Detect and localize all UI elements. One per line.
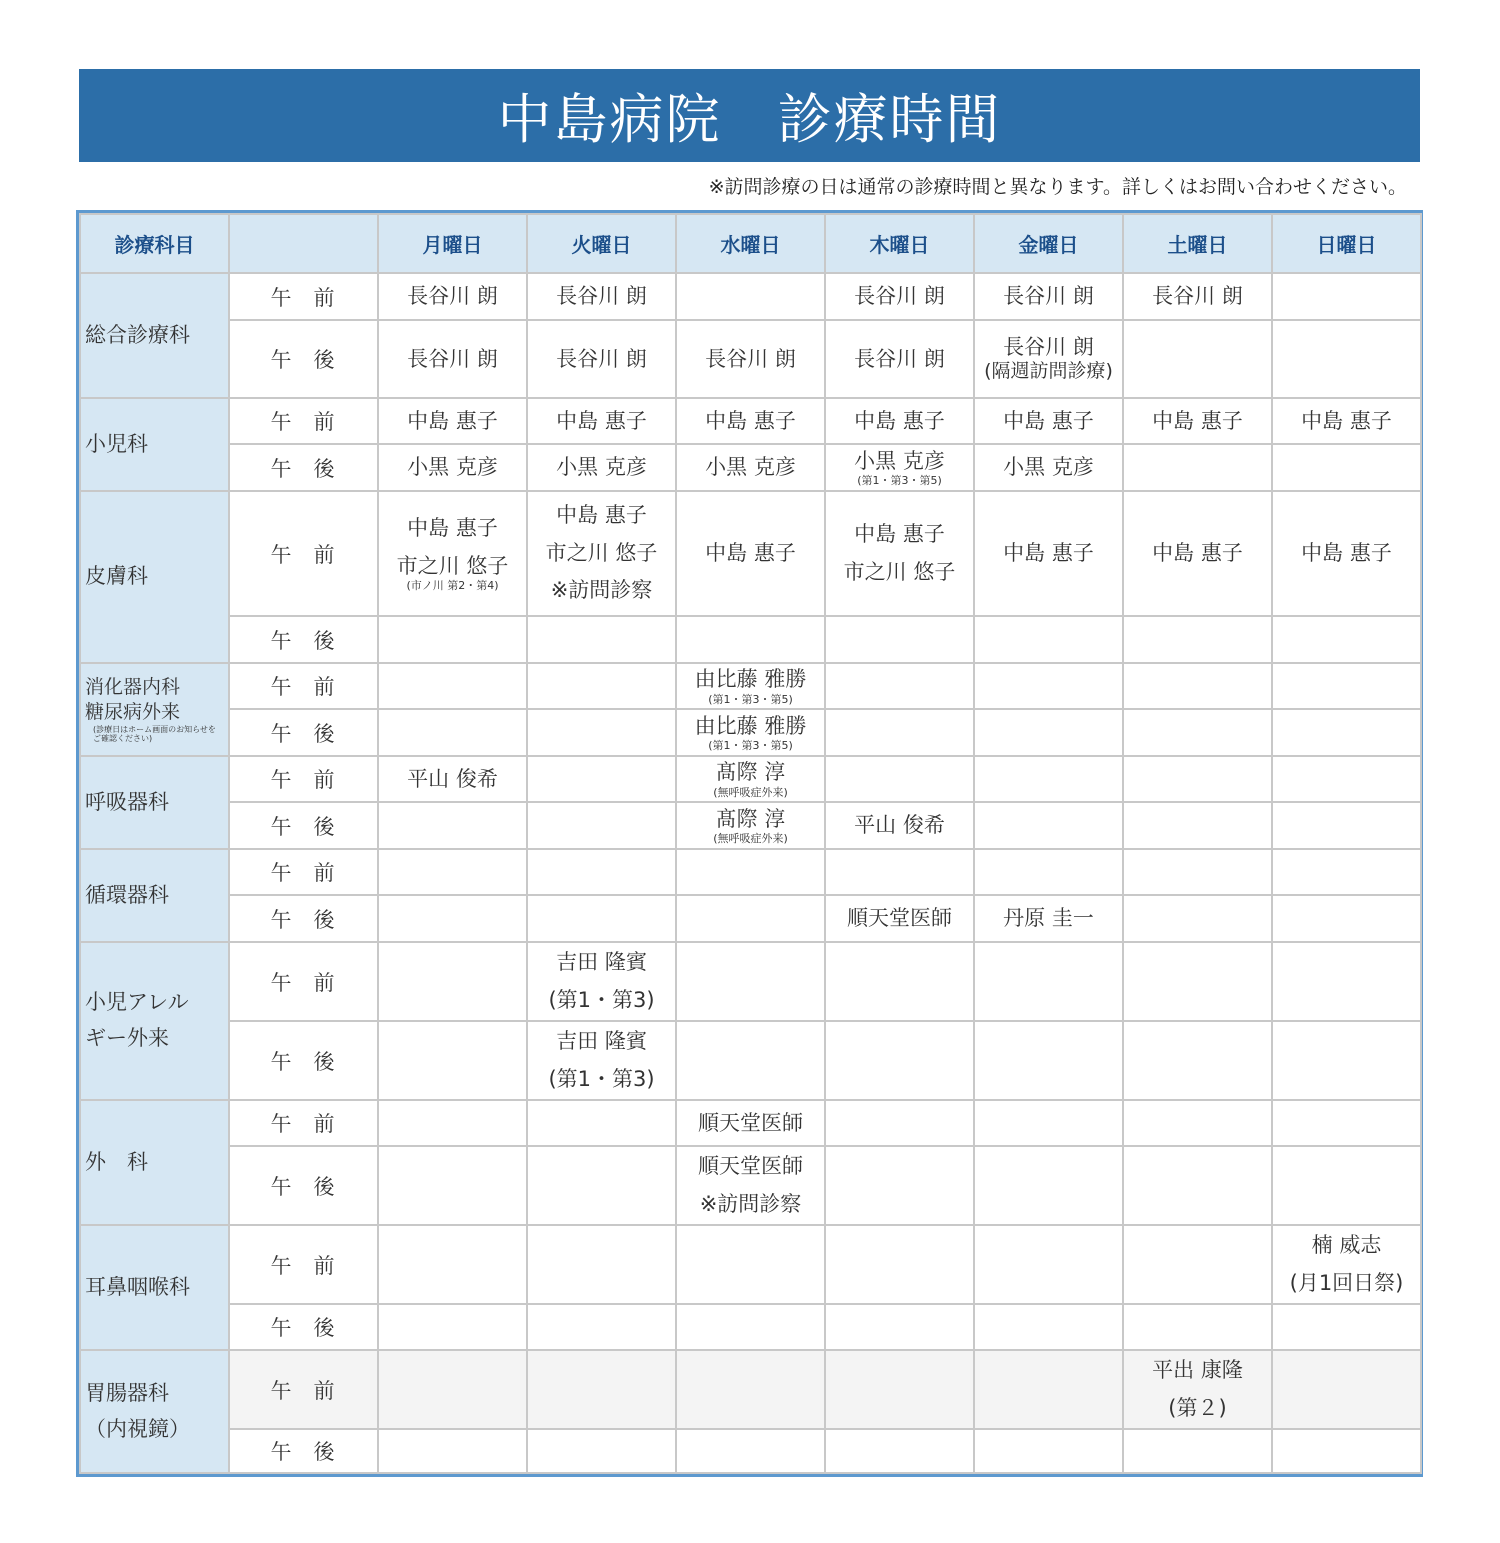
cell [1272,1350,1421,1429]
cell [378,616,527,663]
doctor-note: (第1・第3) [548,1066,655,1091]
cell [676,709,825,756]
cell [1123,1350,1272,1429]
cell: 小黒 克彦 [378,444,527,491]
cell [676,1304,825,1350]
cell: 長谷川 朗 [527,273,676,320]
time-pm: 午後 [229,444,378,491]
doctor-name: 市之川 悠子 [843,559,956,584]
cell [1272,1225,1421,1304]
dept-ent: 耳鼻咽喉科 [80,1225,229,1350]
cell [1123,444,1272,491]
table-row [80,802,1421,849]
cell [378,1350,527,1429]
cell [378,491,527,616]
cell [825,1100,974,1146]
cell [378,895,527,942]
time-am: 午前 [229,942,378,1021]
doctor-note: (無呼吸症外来) [713,785,788,799]
dept-surgery: 外 科 [80,1100,229,1225]
cell [676,849,825,895]
doctor-note: (無呼吸症外来) [713,832,788,846]
dept-label: 糖尿病外来 [85,700,181,723]
cell [527,1429,676,1473]
time-am: 午前 [229,1225,378,1304]
cell [378,1304,527,1350]
header-department: 診療科目 [80,214,229,273]
header-sunday: 日曜日 [1272,214,1421,273]
dept-cardiology: 循環器科 [80,849,229,942]
cell [974,663,1123,709]
table-row [80,849,1421,895]
table-row [80,1429,1421,1473]
dept-label: 小児アレル [85,990,189,1015]
time-am: 午前 [229,1350,378,1429]
table-row [80,1021,1421,1100]
cell [378,1146,527,1225]
cell [527,663,676,709]
cell [974,1225,1123,1304]
dept-pediatric-allergy [80,942,229,1100]
cell: 中島 惠子 [1123,491,1272,616]
cell [1123,756,1272,802]
cell [527,756,676,802]
cell: 長谷川 朗 [825,320,974,398]
cell: 中島 惠子 [974,398,1123,444]
cell [974,1146,1123,1225]
cell [676,895,825,942]
dept-label: （内視鏡） [85,1416,190,1441]
schedule-table-frame [76,210,1423,1477]
cell [676,1350,825,1429]
table-row [80,1304,1421,1350]
cell [527,849,676,895]
doctor-name: 市之川 悠子 [396,553,509,578]
doctor-name: 市之川 悠子 [545,540,658,565]
cell [974,320,1123,398]
time-am: 午前 [229,491,378,616]
table-row [80,1225,1421,1304]
cell [1123,709,1272,756]
dept-label: ギー外来 [85,1026,169,1050]
cell [1123,1429,1272,1473]
cell: 順天堂医師 [825,895,974,942]
cell [1123,1146,1272,1225]
cell [974,1350,1123,1429]
header-saturday: 土曜日 [1123,214,1272,273]
cell [1123,1304,1272,1350]
cell: 小黒 克彦 [676,444,825,491]
table-row [80,709,1421,756]
header-thursday: 木曜日 [825,214,974,273]
dept-respiratory: 呼吸器科 [80,756,229,849]
cell [676,1225,825,1304]
cell [825,1429,974,1473]
notice-text: ※訪問診療の日は通常の診療時間と異なります。詳しくはお問い合わせください。 [708,176,1407,198]
cell [527,942,676,1021]
doctor-name: 中島 惠子 [854,521,945,546]
doctor-note: (第1・第3) [548,987,655,1012]
cell [676,663,825,709]
cell [825,1146,974,1225]
cell: 中島 惠子 [676,491,825,616]
cell [1272,1100,1421,1146]
table-row [80,942,1421,1021]
cell [974,942,1123,1021]
doctor-name: 吉田 隆賓 [556,1028,647,1053]
cell [378,663,527,709]
cell [974,616,1123,663]
cell [974,849,1123,895]
cell: 長谷川 朗 [378,320,527,398]
doctor-note: ※訪問診察 [550,578,653,603]
cell [527,709,676,756]
cell [1123,1225,1272,1304]
cell [974,709,1123,756]
cell [825,709,974,756]
cell [676,616,825,663]
doctor-name: 髙際 淳 [715,806,786,831]
time-pm: 午後 [229,895,378,942]
header-friday: 金曜日 [974,214,1123,273]
cell [1272,1304,1421,1350]
cell [527,1350,676,1429]
time-pm: 午後 [229,320,378,398]
cell [825,849,974,895]
doctor-name: 中島 惠子 [407,515,498,540]
doctor-note: (隔週訪問診療) [984,360,1113,383]
header-row [80,214,1421,273]
header-tuesday: 火曜日 [527,214,676,273]
cell [1123,849,1272,895]
time-am: 午前 [229,663,378,709]
table-row [80,616,1421,663]
cell [974,756,1123,802]
cell [1272,895,1421,942]
cell [825,942,974,1021]
cell: 平山 俊希 [378,756,527,802]
table-row [80,444,1421,491]
cell [1123,942,1272,1021]
cell: 中島 惠子 [527,398,676,444]
time-am: 午前 [229,756,378,802]
table-row [80,1100,1421,1146]
cell [527,491,676,616]
cell [1272,802,1421,849]
time-pm: 午後 [229,1146,378,1225]
cell [527,1021,676,1100]
cell [825,444,974,491]
cell [527,1100,676,1146]
cell [676,1146,825,1225]
table-row [80,895,1421,942]
cell: 平山 俊希 [825,802,974,849]
cell: 長谷川 朗 [974,273,1123,320]
cell [1123,616,1272,663]
doctor-note: (第1・第3・第5) [708,739,793,753]
cell [974,1021,1123,1100]
doctor-name: 中島 惠子 [556,502,647,527]
doctor-note: (市ノ川 第2・第4) [406,579,499,593]
header-monday: 月曜日 [378,214,527,273]
dept-note: (診療日はホーム画面のお知らせを ご確認ください) [93,724,216,744]
cell [527,802,676,849]
time-am: 午前 [229,1100,378,1146]
table-row [80,1350,1421,1429]
cell [825,1304,974,1350]
cell [1272,942,1421,1021]
cell [974,1304,1123,1350]
doctor-note: ※訪問診察 [699,1191,802,1216]
time-pm: 午後 [229,1304,378,1350]
dept-general: 総合診療科 [80,273,229,398]
time-pm: 午後 [229,802,378,849]
cell: 中島 惠子 [1123,398,1272,444]
cell: 小黒 克彦 [527,444,676,491]
cell [1272,709,1421,756]
table-row [80,320,1421,398]
cell [527,1304,676,1350]
cell [1123,1100,1272,1146]
table-row [80,1146,1421,1225]
table-row [80,663,1421,709]
time-pm: 午後 [229,1429,378,1473]
cell [1123,1021,1272,1100]
cell [974,1429,1123,1473]
cell [378,942,527,1021]
cell [378,849,527,895]
table-row [80,398,1421,444]
time-am: 午前 [229,849,378,895]
cell: 長谷川 朗 [1123,273,1272,320]
cell [1272,616,1421,663]
cell: 長谷川 朗 [676,320,825,398]
cell [1272,1146,1421,1225]
table-row [80,756,1421,802]
cell [974,1100,1123,1146]
dept-label: 胃腸器科 [85,1380,169,1405]
time-am: 午前 [229,273,378,320]
doctor-name: 小黒 克彦 [854,448,945,473]
cell [527,616,676,663]
schedule-table [79,213,1422,1474]
cell [825,1225,974,1304]
cell: 中島 惠子 [378,398,527,444]
doctor-name: 由比藤 雅勝 [694,713,807,738]
cell: 中島 惠子 [974,491,1123,616]
doctor-name: 吉田 隆賓 [556,949,647,974]
dept-dermatology: 皮膚科 [80,491,229,663]
cell: 中島 惠子 [1272,491,1421,616]
cell [1272,1021,1421,1100]
cell [1272,663,1421,709]
cell [378,1225,527,1304]
cell [676,802,825,849]
cell [974,802,1123,849]
cell [676,942,825,1021]
time-pm: 午後 [229,709,378,756]
cell: 丹原 圭一 [974,895,1123,942]
cell [1123,895,1272,942]
cell [825,616,974,663]
cell [825,1021,974,1100]
header-time [229,214,378,273]
cell [1123,663,1272,709]
doctor-name: 髙際 淳 [715,760,786,785]
dept-endoscopy [80,1350,229,1473]
cell [378,1021,527,1100]
cell [1272,756,1421,802]
cell [825,663,974,709]
cell: 中島 惠子 [676,398,825,444]
doctor-note: (第1・第3・第5) [708,692,793,706]
cell [825,1350,974,1429]
cell: 中島 惠子 [1272,398,1421,444]
cell [378,802,527,849]
cell [1123,802,1272,849]
cell: 長谷川 朗 [825,273,974,320]
time-pm: 午後 [229,1021,378,1100]
cell [1272,320,1421,398]
dept-pediatrics: 小児科 [80,398,229,491]
dept-gastro-diabetes [80,663,229,756]
cell [676,273,825,320]
doctor-name: 順天堂医師 [698,1153,803,1178]
doctor-name: 平出 康隆 [1152,1357,1243,1382]
page-title: 中島病院 診療時間 [497,88,1002,151]
cell [527,1225,676,1304]
doctor-name: 長谷川 朗 [1003,335,1094,359]
cell [1272,1429,1421,1473]
cell [1123,320,1272,398]
cell [527,1146,676,1225]
doctor-name: 由比藤 雅勝 [694,667,807,692]
table-row [80,491,1421,616]
cell: 順天堂医師 [676,1100,825,1146]
cell [825,756,974,802]
cell [1272,849,1421,895]
doctor-note: (第２) [1168,1395,1227,1420]
time-am: 午前 [229,398,378,444]
cell [676,1021,825,1100]
doctor-note: (月1回日祭) [1289,1270,1404,1295]
cell [676,756,825,802]
cell [825,491,974,616]
header-wednesday: 水曜日 [676,214,825,273]
cell [527,895,676,942]
cell: 中島 惠子 [825,398,974,444]
doctor-note: (第1・第3・第5) [857,474,942,488]
doctor-name: 楠 威志 [1311,1232,1382,1257]
dept-label: 消化器内科 [85,676,181,699]
cell: 長谷川 朗 [378,273,527,320]
cell [1272,444,1421,491]
table-row [80,273,1421,320]
cell: 小黒 克彦 [974,444,1123,491]
cell [676,1429,825,1473]
title-banner [79,69,1420,162]
time-pm: 午後 [229,616,378,663]
cell [378,709,527,756]
cell: 長谷川 朗 [527,320,676,398]
cell [378,1429,527,1473]
cell [1272,273,1421,320]
cell [378,1100,527,1146]
